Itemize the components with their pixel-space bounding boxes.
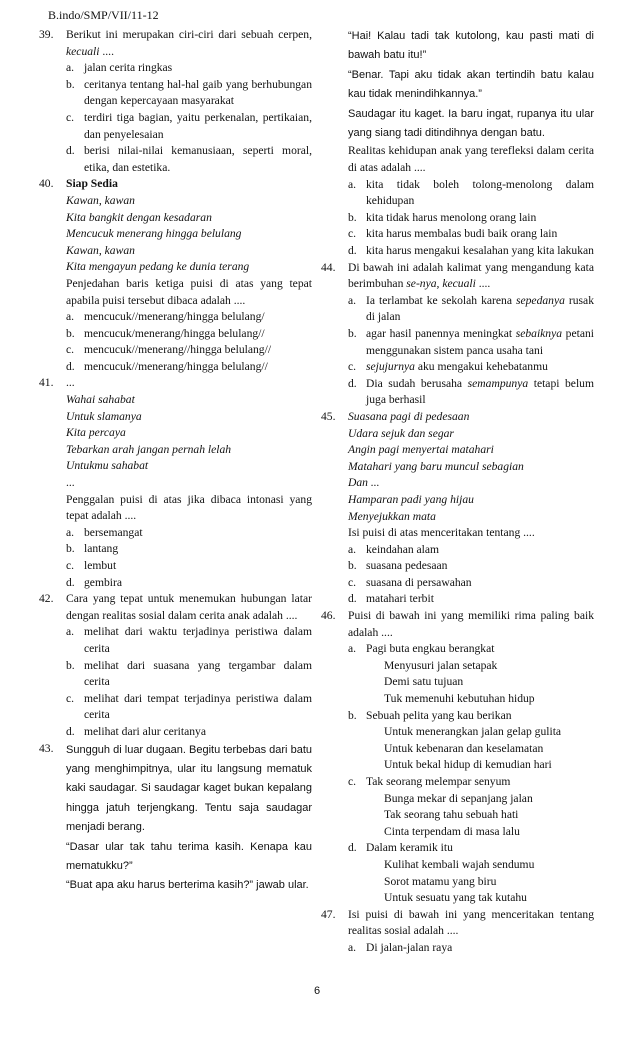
option-d (66, 724, 312, 741)
option-line: Tak seorang melempar senyum (366, 775, 511, 788)
option-text-end: tetapi belum juga berhasil (366, 376, 594, 407)
option-a (66, 525, 312, 542)
option-d (348, 840, 594, 906)
option-line: Dalam keramik itu (366, 841, 453, 855)
option-b (66, 658, 312, 691)
option-c (66, 691, 312, 724)
question-stem: Cara yang tepat untuk menemukan hubungan latar dengan realitas sosial dalam cerita anak adalah .... (66, 592, 312, 622)
option-c (66, 558, 312, 575)
question-45 (321, 409, 594, 608)
option-c (348, 774, 594, 840)
option-d (348, 591, 594, 608)
option-text: mencucuk//menerang/hingga belulang// (84, 359, 268, 373)
page-header: B.indo/SMP/VII/11-12 (48, 8, 159, 22)
option-letter: a. (348, 177, 357, 191)
option-letter: d. (348, 376, 357, 390)
left-column (39, 27, 312, 896)
option-a (66, 309, 312, 326)
option-text: mencucuk/menerang/hingga belulang// (84, 326, 265, 340)
question-number: 45. (321, 409, 336, 423)
option-line: Cinta terpendam di masa lalu (384, 824, 520, 838)
poem-line: Kita mengayun pedang ke dunia terang (66, 260, 250, 274)
question-stem (348, 260, 594, 293)
page-number: 6 (314, 985, 321, 997)
question-43-continued (330, 27, 594, 260)
option-text: bersemangat (84, 525, 143, 539)
option-text: kita tidak boleh tolong-menolong dalam kehidupan (366, 177, 594, 208)
option-letter: c. (348, 775, 357, 788)
option-letter: a. (66, 525, 75, 539)
option-text: gembira (84, 575, 122, 589)
option-text: keindahan alam (366, 542, 440, 556)
poem-line: Angin pagi menyertai matahari (348, 443, 494, 457)
option-letter: c. (66, 110, 75, 124)
poem-line: Suasana pagi di pedesaan (348, 409, 470, 423)
option-text-end: aku mengakui kehebatanmu (414, 360, 548, 374)
option-line: Demi satu tujuan (384, 675, 464, 689)
option-text: kita harus membalas budi baik orang lain (366, 227, 558, 241)
question-47 (321, 907, 594, 957)
option-letter: d. (66, 575, 75, 589)
option-letter: d. (66, 144, 75, 158)
option-text: agar hasil panennya meningkat (366, 326, 516, 340)
option-letter: b. (348, 210, 357, 224)
stem-text: Berikut ini merupakan ciri-ciri dari sebuah cerpen, (66, 28, 312, 41)
option-text: melihat dari alur ceritanya (84, 724, 206, 738)
option-text: melihat dari suasana yang tergambar dalam cerita (84, 658, 312, 689)
option-text: suasana pedesaan (366, 559, 448, 573)
option-text: melihat dari tempat terjadinya peristiwa dalam cerita (84, 691, 312, 722)
option-text: terdiri tiga bagian, yaitu perkenalan, pertikaian, dan penyelesaian (84, 110, 312, 141)
poem-line: Untuk slamanya (66, 409, 142, 423)
option-text: lembut (84, 559, 117, 572)
question-number: 46. (321, 609, 336, 623)
poem-line: Kita percaya (66, 426, 126, 440)
option-letter: c. (348, 360, 357, 374)
option-letter: a. (348, 542, 357, 556)
option-a (66, 60, 312, 77)
stem-text-end: .... (475, 277, 491, 291)
question-number: 41. (39, 376, 54, 390)
poem-line: Kawan, kawan (66, 243, 135, 257)
option-text: ceritanya tentang hal-hal gaib yang berhubungan dengan kepercayaan masyarakat (84, 77, 312, 108)
option-letter: a. (348, 642, 357, 656)
poem-line: Menyejukkan mata (348, 509, 436, 523)
question-40 (39, 176, 312, 375)
option-line: Tak seorang tahu sebuah hati (384, 808, 519, 822)
option-d (66, 359, 312, 376)
option-b (66, 541, 312, 558)
option-text-end: petani menggunakan sistem panca usaha tani (366, 326, 594, 357)
poem-line: Mencucuk menerang hingga belulang (66, 227, 242, 241)
option-c (66, 342, 312, 359)
option-letter: d. (348, 592, 357, 606)
story-dialogue: “Benar. Tapi aku tidak akan tertindih batu kalau kau tidak menindihkannya.” (348, 68, 594, 101)
poem-title: Siap Sedia (66, 177, 118, 191)
option-letter: c. (66, 691, 75, 705)
question-41 (39, 375, 312, 591)
option-emphasis: sepedanya (515, 293, 565, 307)
option-letter: b. (348, 326, 357, 340)
option-letter: a. (348, 293, 357, 307)
option-letter: c. (348, 227, 357, 241)
option-line: Pagi buta engkau berangkat (366, 642, 495, 656)
poem-line: Hamparan padi yang hijau (348, 492, 474, 506)
option-c (348, 226, 594, 243)
stem-emphasis: se-nya, kecuali (406, 277, 476, 291)
option-letter: d. (66, 724, 75, 738)
option-text: jalan cerita ringkas (84, 61, 173, 75)
option-line: Tuk memenuhi kebutuhan hidup (384, 692, 535, 706)
option-line: Sebuah pelita yang kau berikan (366, 708, 512, 722)
option-b (66, 77, 312, 110)
option-a (348, 293, 594, 326)
question-number: 44. (321, 260, 336, 274)
option-line: Untuk kebenaran dan keselamatan (384, 741, 544, 755)
poem-line: Matahari yang baru muncul sebagian (348, 459, 524, 473)
option-letter: a. (66, 625, 75, 639)
question-stem: Penggalan puisi di atas jika dibaca intonasi yang tepat adalah .... (66, 492, 312, 523)
option-b (348, 558, 594, 575)
option-letter: b. (66, 658, 75, 672)
option-line: Untuk sesuatu yang tak kutahu (384, 891, 527, 905)
question-stem: Penjedahan baris ketiga puisi di atas yang tepat apabila puisi tersebut dibaca adalah .... (66, 276, 312, 307)
option-text: matahari terbit (366, 592, 434, 606)
question-number: 47. (321, 907, 336, 921)
option-letter: a. (348, 940, 357, 954)
option-text: Ia terlambat ke sekolah karena (366, 293, 516, 307)
question-stem: Isi puisi di atas menceritakan tentang .... (348, 526, 535, 540)
stem-text-end: .... (99, 44, 114, 58)
option-letter: d. (348, 244, 357, 257)
question-39 (39, 27, 312, 176)
option-line: Untuk bekal hidup di kemudian hari (384, 758, 552, 772)
option-letter: b. (66, 77, 75, 91)
option-line: Untuk menerangkan jalan gelap gulita (384, 725, 562, 739)
story-dialogue: “Dasar ular tak tahu terima kasih. Kenapa kau mematukku?” (66, 840, 312, 872)
question-stem: Isi puisi di bawah ini yang menceritakan tentang realitas sosial adalah .... (348, 907, 594, 938)
option-letter: b. (66, 542, 75, 556)
poem-ellipsis: ... (66, 476, 75, 490)
option-c (66, 110, 312, 143)
option-a (348, 542, 594, 559)
option-a (348, 940, 594, 957)
option-b (348, 210, 594, 227)
poem-line: Kita bangkit dengan kesadaran (66, 210, 212, 224)
option-d (66, 575, 312, 592)
question-stem: Realitas kehidupan anak yang terefleksi dalam cerita di atas adalah .... (348, 144, 594, 175)
option-text: Di jalan-jalan raya (366, 940, 453, 954)
option-line: Bunga mekar di sepanjang jalan (384, 791, 533, 805)
option-b (66, 326, 312, 343)
option-d (348, 243, 594, 260)
option-d (348, 376, 594, 409)
story-passage: Sungguh di luar dugaan. Begitu terbebas dari batu yang menghimpitnya, ular itu langsung mematuk kaki saudagar. Si saudagar kaget bukan kepalang hingga jatuh terjengkang. Tentu saja saudagar menjadi berang. (66, 743, 312, 834)
question-44 (321, 260, 595, 409)
question-43 (39, 741, 312, 896)
option-text: melihat dari waktu terjadinya peristiwa dalam cerita (84, 625, 312, 655)
option-text: Dia sudah berusaha (366, 376, 468, 390)
poem-line: Udara sejuk dan segar (348, 426, 454, 440)
stem-emphasis: kecuali (66, 44, 100, 58)
question-number: 40. (39, 177, 54, 191)
option-letter: b. (348, 708, 357, 722)
right-column (321, 27, 595, 957)
option-letter: d. (348, 841, 357, 855)
option-b (348, 708, 594, 774)
question-stem: Puisi di bawah ini yang memiliki rima paling baik adalah .... (348, 609, 594, 639)
option-letter: d. (66, 359, 75, 373)
option-d (66, 143, 312, 176)
option-a (348, 177, 594, 210)
option-c (348, 575, 594, 592)
option-text: lantang (84, 542, 119, 556)
question-number: 42. (39, 592, 54, 606)
question-42 (39, 591, 312, 740)
option-text: suasana di persawahan (366, 575, 472, 589)
option-line: Kulihat kembali wajah sendumu (384, 857, 535, 871)
option-text-end: rusak di jalan (366, 293, 595, 324)
question-number: 43. (39, 741, 54, 755)
story-dialogue: “Buat apa aku harus berterima kasih?” jawab ular. (66, 879, 309, 892)
option-letter: c. (66, 559, 75, 572)
poem-line: Dan ... (348, 476, 380, 490)
option-c (348, 359, 594, 376)
question-46 (321, 608, 594, 907)
stem-text: Di bawah ini adalah kalimat yang mengandung kata berimbuhan (348, 260, 594, 291)
option-emphasis: sebaiknya (515, 326, 563, 340)
option-emphasis: sejujurnya (366, 360, 415, 374)
option-letter: c. (66, 343, 75, 357)
option-letter: a. (66, 310, 75, 324)
option-letter: a. (66, 61, 75, 75)
option-text: mencucuk//menerang/hingga belulang/ (84, 310, 265, 324)
option-line: Menyusuri jalan setapak (384, 658, 498, 672)
option-a (66, 624, 312, 657)
option-a (348, 641, 594, 707)
poem-line: Wahai sahabat (66, 393, 135, 407)
poem-line: Tebarkan arah jangan pernah lelah (66, 442, 232, 456)
option-text: mencucuk//menerang//hingga belulang// (84, 343, 272, 357)
option-text: kita tidak harus menolong orang lain (366, 210, 537, 224)
story-dialogue: “Hai! Kalau tadi tak kutolong, kau pasti mati di bawah batu itu!” (348, 30, 594, 62)
poem-ellipsis: ... (66, 376, 75, 390)
poem-line: Untukmu sahabat (66, 459, 149, 473)
story-passage: Saudagar itu kaget. Ia baru ingat, rupanya itu ular yang siang tadi ditindihnya dengan batu. (348, 107, 594, 140)
option-letter: b. (348, 559, 357, 573)
poem-line: Kawan, kawan (66, 193, 135, 207)
question-number: 39. (39, 28, 54, 41)
option-text: berisi nilai-nilai kemanusiaan, seperti moral, etika, dan estetika. (84, 144, 312, 174)
option-text: kita harus mengakui kesalahan yang kita lakukan (366, 244, 594, 257)
option-b (348, 326, 594, 359)
option-emphasis: semampunya (467, 376, 529, 390)
option-letter: b. (66, 326, 75, 340)
question-stem (66, 27, 312, 60)
option-letter: c. (348, 575, 357, 589)
option-line: Sorot matamu yang biru (384, 874, 497, 888)
